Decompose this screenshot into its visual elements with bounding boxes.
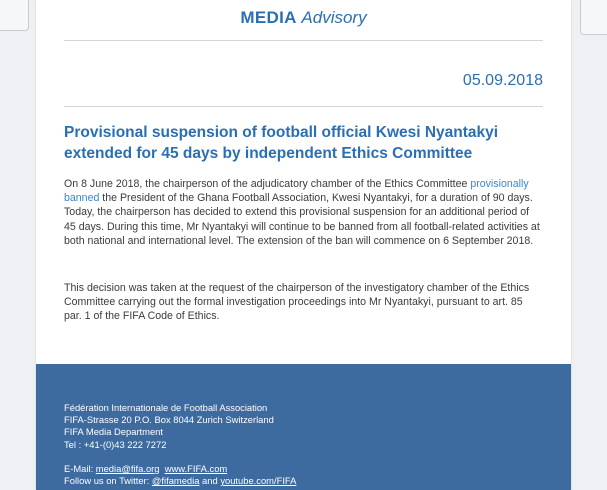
paragraph-1-text-before: On 8 June 2018, the chairperson of the adjudicatory chamber of the Ethics Committee [64, 178, 471, 190]
background-window-corner-right [580, 0, 607, 35]
twitter-link[interactable]: @fifamedia [151, 475, 200, 487]
provisionally-banned-link[interactable]: provisionally banned [64, 178, 529, 205]
footer-address: FIFA-Strasse 20 P.O. Box 8044 Zurich Switzerland [64, 414, 274, 426]
contact-footer [36, 364, 571, 490]
body-paragraph-1 [64, 177, 543, 248]
advisory-heading-bold: MEDIA [240, 8, 297, 27]
footer-address-block [64, 402, 274, 451]
website-link[interactable]: www.FIFA.com [164, 463, 228, 474]
paragraph-1-text-after: the President of the Ghana Football Association, Kwesi Nyantakyi, for a duration of 90 days. Today, the chairperson has decided to extend this provisional suspension for an additional period of 45 days. During this time, Mr Nyantakyi will continue to be banned from all football-related activities at both national and international level. The extension of the ban will commence on 6 September 2018. [64, 192, 540, 247]
body-paragraph-2: This decision was taken at the request of the chairperson of the investigatory chamber of the Ethics Committee carrying out the formal investigation proceedings into Mr Nyantakyi, pursuant to art. 85 par. 1 of the FIFA Code of Ethics. [64, 282, 530, 323]
twitter-and-text: and [199, 475, 221, 487]
youtube-link[interactable]: youtube.com/FIFA [220, 475, 297, 487]
footer-telephone: Tel : +41-(0)43 222 7272 [64, 438, 167, 450]
date-divider [64, 106, 543, 107]
email-link[interactable]: media@fifa.org [95, 463, 160, 474]
email-label: E-Mail: [64, 463, 96, 474]
advisory-headline: Provisional suspension of football official Kwesi Nyantakyi extended for 45 days by independent Ethics Committee [64, 124, 499, 162]
advisory-heading-italic: Advisory [301, 8, 367, 27]
media-advisory-document [36, 0, 571, 490]
footer-contact-block [64, 463, 296, 487]
background-window-corner-left [0, 0, 29, 31]
footer-email-row [64, 463, 296, 475]
twitter-label: Follow us on Twitter: [64, 475, 152, 487]
footer-department: FIFA Media Department [64, 426, 163, 438]
header-divider [64, 40, 543, 41]
footer-twitter-row [64, 475, 296, 487]
footer-org-name: Fédération Internationale de Football Association [64, 402, 268, 413]
advisory-date: 05.09.2018 [462, 72, 543, 89]
media-advisory-heading [36, 8, 571, 28]
